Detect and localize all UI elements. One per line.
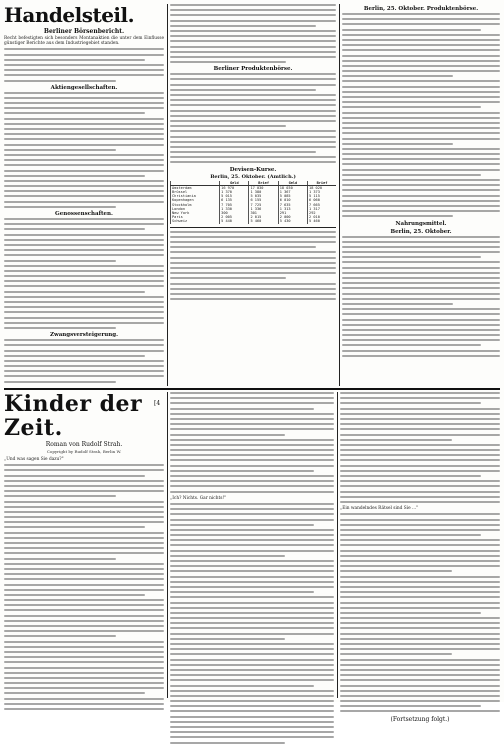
serial-column-1 [4,392,164,698]
table-cell: London [171,207,220,211]
table-cell: 1 336 [249,207,278,211]
table-cell: 5 430 [278,219,307,223]
table-cell: 2 005 [220,215,249,219]
table-cell: 17 030 [249,185,278,190]
table-cell: 5 460 [308,219,336,223]
story-text-block [340,392,500,503]
subheading-produktenboerse: Berliner Produktenbörse. [213,66,293,73]
table-cell: 16 970 [220,185,249,190]
table-cell: 5 440 [220,219,249,223]
table-cell: Schweiz [171,219,220,223]
serial-column-2 [170,392,334,698]
subheading-genossenschaften: Genossenschaften. [55,211,113,218]
table-cell: 1 313 [278,207,307,211]
table-cell: 6 155 [249,198,278,202]
table-cell: 7 635 [278,203,307,207]
article-text-block [170,73,336,163]
table-cell: 2 000 [278,215,307,219]
article-text-block [4,48,164,81]
dialogue-line: „Ein wandelndes Rätsel sind Sie ..." [340,506,419,512]
table-cell: 1 367 [278,190,307,194]
table-cell: 5 115 [308,194,336,198]
subheading-devisen: Devisen-Kurse. [229,166,277,173]
table-cell: Kopenhagen [171,198,220,202]
article-text-block [170,231,336,300]
article-text-block [4,218,164,329]
table-cell: 292 [308,211,336,215]
table-cell: 5 035 [249,194,278,198]
table-cell: 7 725 [249,203,278,207]
table-cell: 5 015 [220,194,249,198]
table-cell: 2 010 [308,215,336,219]
story-text-block [170,392,334,493]
story-text-block [4,464,164,710]
subheading-produktenboerse-2: Berlin, 25. Oktober. Produktenbörse. [363,6,479,12]
table-cell: Stockholm [171,203,220,207]
table-cell: 5 460 [249,219,278,223]
column-1 [4,4,164,386]
column-rule [167,392,168,698]
column-rule [339,4,340,386]
column-2 [170,4,336,386]
column-3 [342,4,500,386]
subheading-dateline: Berlin, 25. Oktober. [390,228,452,235]
subheading-nahrungsmittel: Nahrungsmittel. [395,220,447,227]
continuation-note: (Fortsetzung folgt.) [390,715,450,723]
article-text-block [4,92,164,208]
table-cell: 1 380 [249,190,278,194]
table-cell: 1 330 [220,207,249,211]
table-header-cell: Geld [278,181,307,186]
table-cell: 7 665 [308,203,336,207]
table-header-cell: Brief [249,181,278,186]
table-cell: Brüssel [171,190,220,194]
serial-column-3 [340,392,500,723]
subheading-aktiengesellschaften: Aktiengesellschaften. [50,84,118,91]
table-cell: 2 015 [249,215,278,219]
table-cell: 6 135 [220,198,249,202]
rule [170,227,336,228]
table-cell: 301 [249,211,278,215]
serial-author: Roman von Rudolf Strah. [45,441,123,448]
article-text-block [342,13,500,217]
table-cell: 1 373 [308,190,336,194]
table-title: Berlin, 25. Oktober. (Amtlich.) [210,173,296,180]
section-divider [4,388,500,390]
table-cell: 7 705 [220,203,249,207]
installment-number: [4 [154,400,161,407]
section-masthead: Handelsteil. [4,3,135,27]
commerce-section [4,4,500,386]
table-cell: Amsterdam [171,185,220,190]
table-header-cell: Brief [308,181,336,186]
table-cell: New York [171,211,220,215]
table-cell: 300 [220,211,249,215]
exchange-rate-table [170,181,336,224]
dialogue-line: „Ich? Nichts. Gar nichts!" [170,495,227,501]
table-cell: 1 317 [308,207,336,211]
story-text-block [340,513,500,712]
table-cell: 18 030 [278,185,307,190]
table-cell: 6 010 [278,198,307,202]
lead-paragraph: Recht befestigten sich besonders Montanaktien die unter dem Einflusse günstiger Berichte aus dem Industriegebiet standen. [4,36,164,47]
table-cell: 18 020 [308,185,336,190]
subheading-zwangsversteigerung: Zwangsversteigerung. [49,332,119,339]
serial-title: Kinder der Zeit. [4,391,143,441]
table-row [171,219,337,223]
article-text-block [4,339,164,383]
article-text-block [170,4,336,63]
table-cell: Christiania [171,194,220,198]
section-heading: Berliner Börsenbericht. [43,28,125,35]
dialogue-line: „Und was sagen Sie dazu?" [4,457,64,462]
story-text-block [170,503,334,744]
column-rule [337,392,338,698]
table-cell: 291 [278,211,307,215]
copyright-note: Copyright by Rudolf Strah, Berlin W. [46,449,122,454]
table-header-cell: Geld [220,181,249,186]
table-cell: 5 085 [278,194,307,198]
table-cell: Paris [171,215,220,219]
column-rule [167,4,168,386]
article-text-block [342,236,500,357]
table-cell: 6 060 [308,198,336,202]
serial-section [4,391,500,723]
table-cell: 1 370 [220,190,249,194]
